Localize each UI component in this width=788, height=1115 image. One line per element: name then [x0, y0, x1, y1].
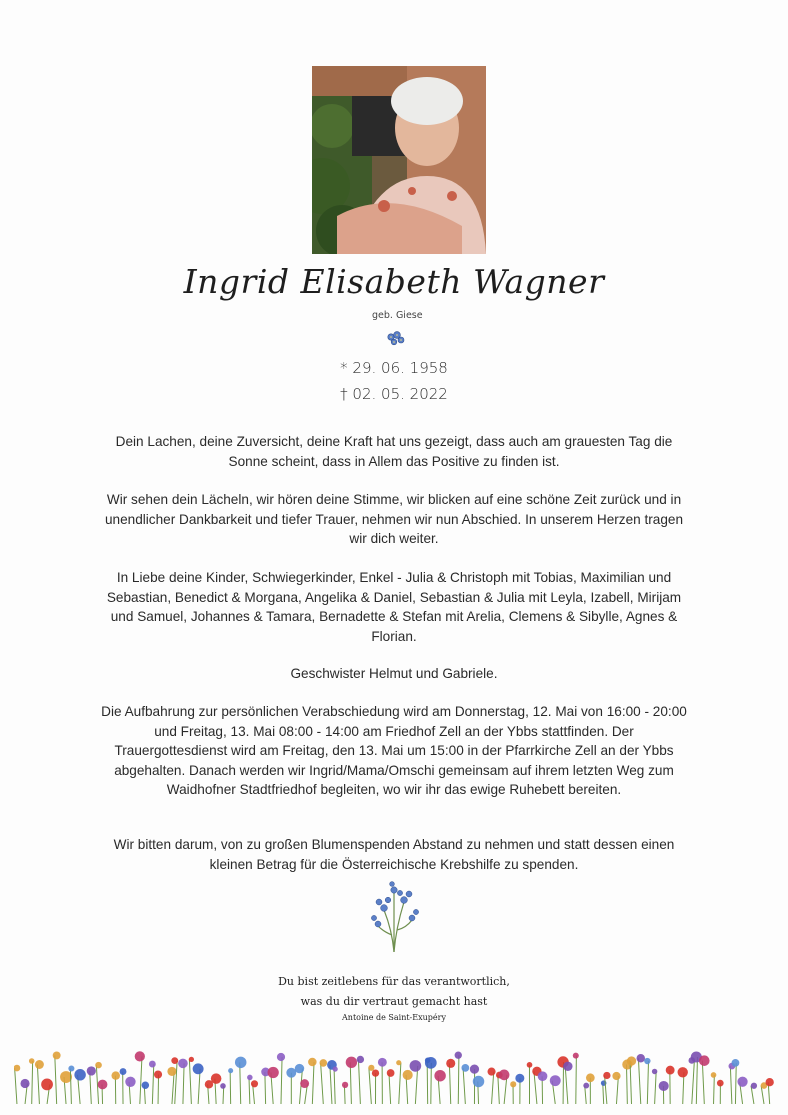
deceased-name: Ingrid Elisabeth Wagner [183, 262, 605, 301]
maiden-name: geb. Giese [372, 310, 423, 321]
portrait-photo [312, 66, 486, 254]
paragraph-farewell: Wir sehen dein Lächeln, wir hören deine Stimme, wir blicken auf eine schöne Zeit zurück und in unendlicher Dankbarkeit und tiefer Trauer, nehmen wir nun Abschied. In unserem Herzen tragen wir dich weiter. [104, 492, 684, 546]
quote-author: Antoine de Saint-Exupéry [342, 1013, 446, 1022]
quote-line-1: Du bist zeitlebens für das verantwortlich, [278, 975, 510, 988]
paragraph-family: In Liebe deine Kinder, Schwiegerkinder, Enkel - Julia & Christoph mit Tobias, Maximilian und Sebastian, Benedict & Morgana, Angelika & Daniel, Sebastian & Julia mit Leyla, Izabell, Mirijam und Samuel, Johannes & Tamara, Bernadette & Stefan mit Arelia, Clemens & Sibylle, Agnes & Florian. [106, 570, 682, 644]
paragraph-funeral-info: Die Aufbahrung zur persönlichen Verabschiedung wird am Donnerstag, 12. Mai von 16:00 - 20:00 und Freitag, 13. Mai 08:00 - 14:00 am Friedhof Zell an der Ybbs stattfinden. Der Trauergottesdienst wird am Freitag, den 13. Mai um 15:00 in der Pfarrkirche Zell an der Ybbs abgehalten. Danach werden wir Ingrid/Mama/Omschi gemeinsam auf ihrem letzten Weg zum Waidhofner Stadtfriedhof begleiten, wo wir ihr das ewige Ruhebett bereiten. [101, 704, 687, 797]
paragraph-sunshine: Dein Lachen, deine Zuversicht, deine Kraft hat uns gezeigt, dass auch am grauesten Tag die Sonne scheint, dass in Allem das Positive zu finden ist. [115, 434, 673, 469]
paragraph-donation: Wir bitten darum, von zu großen Blumenspenden Abstand zu nehmen und statt dessen einen kleinen Betrag für die Österreichische Krebshilfe zu spenden. [113, 837, 675, 872]
forget-me-not-icon [385, 330, 407, 352]
birth-date: * 29. 06. 1958 [340, 359, 448, 377]
wildflower-border-icon [14, 1048, 774, 1108]
quote-line-2: was du dir vertraut gemacht hast [300, 995, 488, 1008]
death-date: † 02. 05. 2022 [340, 385, 448, 403]
forget-me-not-bouquet-icon [366, 880, 422, 958]
paragraph-siblings: Geschwister Helmut und Gabriele. [290, 666, 498, 681]
portrait-image [312, 66, 486, 254]
